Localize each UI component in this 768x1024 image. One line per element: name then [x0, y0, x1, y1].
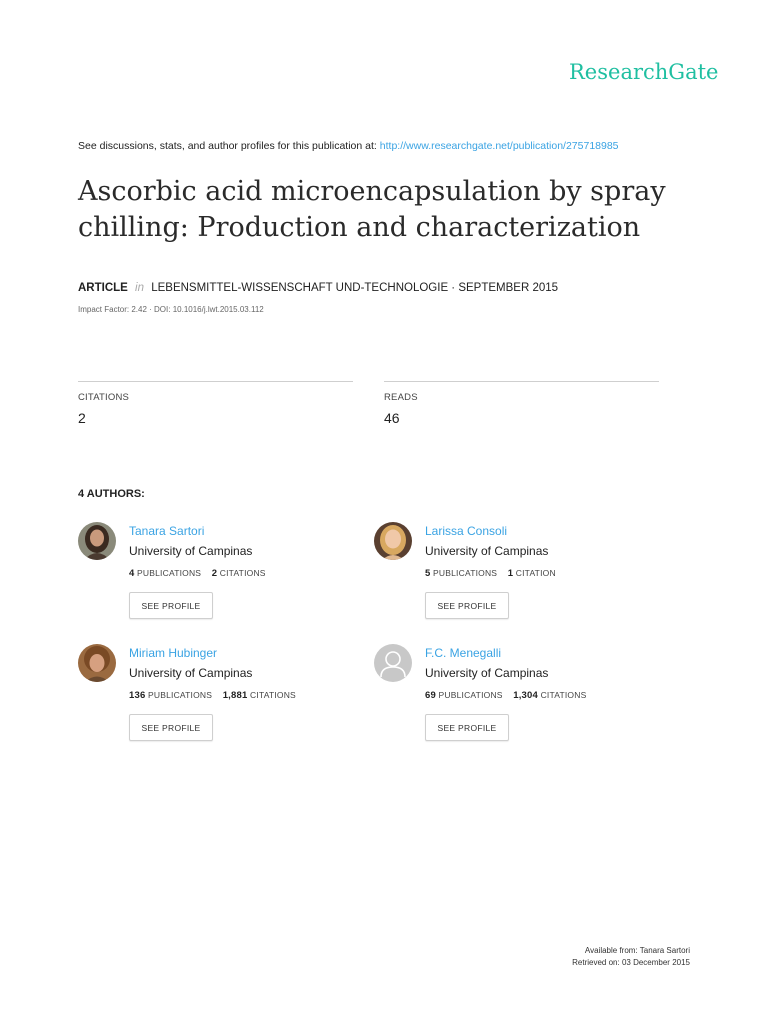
publications-label: PUBLICATIONS [438, 690, 503, 700]
author-institution: University of Campinas [129, 544, 253, 558]
author-stats [425, 568, 556, 579]
author-stats [129, 568, 266, 579]
author-institution: University of Campinas [129, 666, 253, 680]
author-avatar[interactable] [78, 644, 116, 682]
author-name-link[interactable]: F.C. Menegalli [425, 646, 502, 660]
author-stats [425, 690, 586, 701]
reads-divider [384, 381, 659, 382]
publications-count: 136 [129, 690, 146, 701]
author-card [374, 522, 674, 632]
publication-type: ARTICLE [78, 282, 128, 294]
publications-count: 5 [425, 568, 431, 579]
author-card [78, 522, 378, 632]
citations-count: 1,304 [513, 690, 538, 701]
author-name-link[interactable]: Tanara Sartori [129, 524, 205, 538]
citations-label: CITATIONS [78, 392, 130, 403]
retrieved-on: Retrieved on: 03 December 2015 [572, 958, 690, 967]
citations-count: 2 [211, 568, 218, 579]
author-avatar[interactable] [78, 522, 116, 560]
publications-count: 4 [129, 568, 135, 579]
see-profile-button[interactable]: SEE PROFILE [129, 714, 213, 741]
authors-heading: 4 AUTHORS: [78, 488, 145, 500]
journal-date: LEBENSMITTEL-WISSENSCHAFT UND-TECHNOLOGIE · SEPTEMBER 2015 [151, 282, 559, 294]
reads-label: READS [384, 392, 418, 403]
publication-title: Ascorbic acid microencapsulation by spray chilling: Production and characterization [78, 176, 666, 243]
reads-value: 46 [384, 410, 400, 426]
default-user-icon[interactable] [374, 644, 412, 682]
discussion-text: See discussions, stats, and author profiles for this publication at: [78, 140, 377, 152]
see-profile-button[interactable]: SEE PROFILE [425, 592, 509, 619]
publications-count: 69 [425, 690, 436, 701]
author-name-link[interactable]: Larissa Consoli [425, 524, 508, 538]
citations-count: 1 [507, 568, 514, 579]
citations-value: 2 [78, 410, 86, 426]
publications-label: PUBLICATIONS [433, 568, 498, 578]
author-avatar[interactable] [374, 522, 412, 560]
citations-label: CITATIONS [219, 568, 266, 578]
citations-divider [78, 381, 353, 382]
author-name-link[interactable]: Miriam Hubinger [129, 646, 218, 660]
publications-label: PUBLICATIONS [148, 690, 213, 700]
researchgate-logo[interactable]: ResearchGate [569, 60, 719, 84]
publication-link[interactable]: http://www.researchgate.net/publication/275718985 [379, 140, 619, 152]
available-from: Available from: Tanara Sartori [584, 946, 690, 955]
author-stats [129, 690, 296, 701]
publication-meta [78, 282, 558, 294]
citations-count: 1,881 [222, 690, 248, 701]
see-profile-button[interactable]: SEE PROFILE [425, 714, 509, 741]
discussion-line [78, 140, 619, 152]
citations-label: CITATIONS [250, 690, 296, 700]
citations-label: CITATION [515, 568, 556, 578]
citations-label: CITATIONS [540, 690, 587, 700]
author-institution: University of Campinas [425, 544, 549, 558]
publications-label: PUBLICATIONS [137, 568, 202, 578]
author-institution: University of Campinas [425, 666, 549, 680]
impact-doi: Impact Factor: 2.42 · DOI: 10.1016/j.lwt.2015.03.112 [78, 305, 264, 314]
author-card [374, 644, 674, 754]
in-word: in [135, 282, 144, 294]
see-profile-button[interactable]: SEE PROFILE [129, 592, 213, 619]
author-card [78, 644, 378, 754]
footer-info [572, 945, 690, 969]
